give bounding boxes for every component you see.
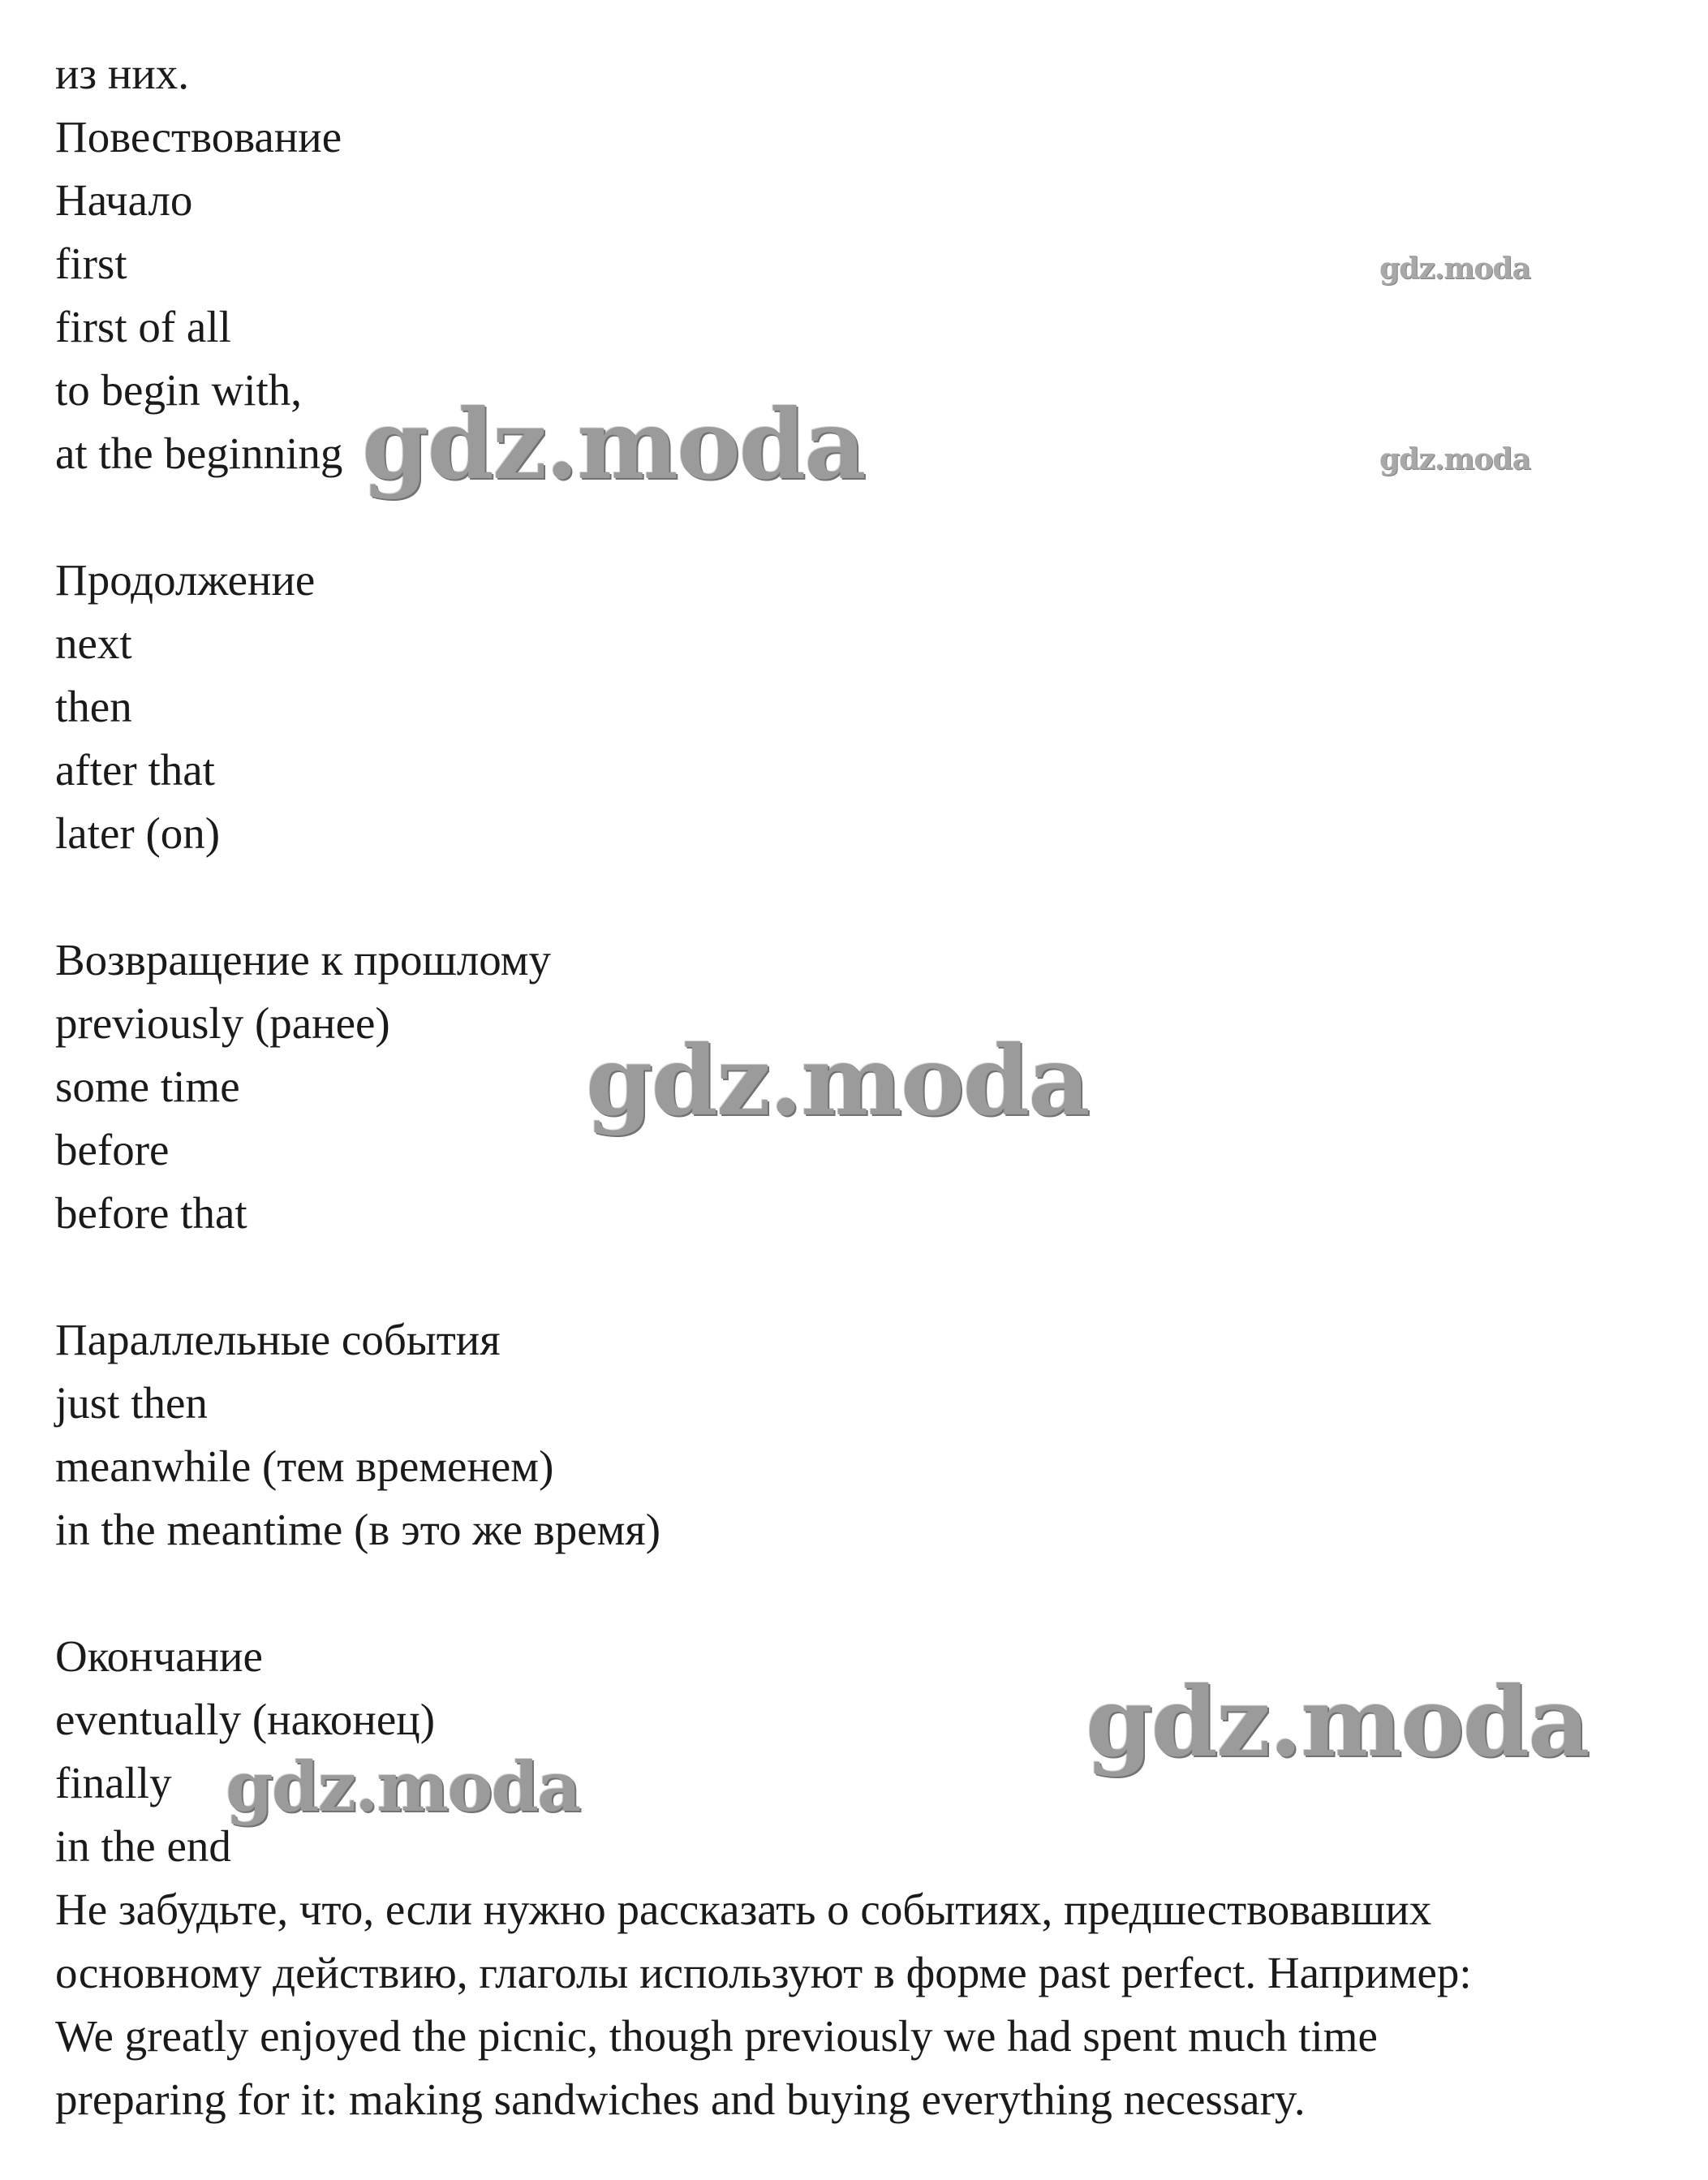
list-item: before — [55, 1125, 170, 1174]
note-line: основному действию, глаголы используют в форме past perfect. Например: — [55, 1948, 1472, 1997]
list-item: then — [55, 682, 132, 731]
list-item: just then — [55, 1378, 208, 1428]
section-heading-parallel: Параллельные события — [55, 1315, 501, 1364]
text-line: из них. — [55, 49, 190, 98]
list-item: first of all — [55, 302, 231, 351]
list-item: in the meantime (в это же время) — [55, 1505, 661, 1554]
spacer — [55, 1562, 1646, 1625]
section-heading-end: Окончание — [55, 1631, 263, 1681]
watermark: gdz.moda — [1086, 1665, 1589, 1778]
list-item: finally — [55, 1758, 172, 1807]
list-item: later (on) — [55, 808, 221, 858]
list-item: previously (ранее) — [55, 998, 390, 1048]
watermark: gdz.moda — [226, 1747, 580, 1827]
list-item: to begin with, — [55, 365, 303, 415]
section-heading-past: Возвращение к прошлому — [55, 935, 552, 984]
list-item: some time — [55, 1062, 240, 1111]
note-line: We greatly enjoyed the picnic, though previously we had spent much time — [55, 2011, 1378, 2061]
list-item: after that — [55, 745, 215, 795]
list-item: eventually (наконец) — [55, 1695, 436, 1744]
watermark: gdz.moda — [362, 388, 865, 501]
list-item: meanwhile (тем временем) — [55, 1441, 554, 1491]
list-item: at the beginning — [55, 429, 343, 478]
list-item: in the end — [55, 1821, 231, 1871]
section-heading-continuation: Продолжение — [55, 555, 316, 605]
spacer — [55, 865, 1646, 928]
list-item: before that — [55, 1188, 247, 1238]
list-item: next — [55, 618, 132, 668]
text-line: Повествование — [55, 112, 342, 162]
list-item: first — [55, 239, 127, 288]
watermark: gdz.moda — [1379, 252, 1530, 286]
watermark: gdz.moda — [586, 1024, 1089, 1137]
note-line: preparing for it: making sandwiches and buying everything necessary. — [55, 2074, 1306, 2124]
spacer — [55, 1245, 1646, 1308]
section-heading-start: Начало — [55, 175, 193, 225]
note-line: Не забудьте, что, если нужно рассказать о событиях, предшествовавших — [55, 1885, 1432, 1934]
watermark: gdz.moda — [1379, 442, 1530, 476]
